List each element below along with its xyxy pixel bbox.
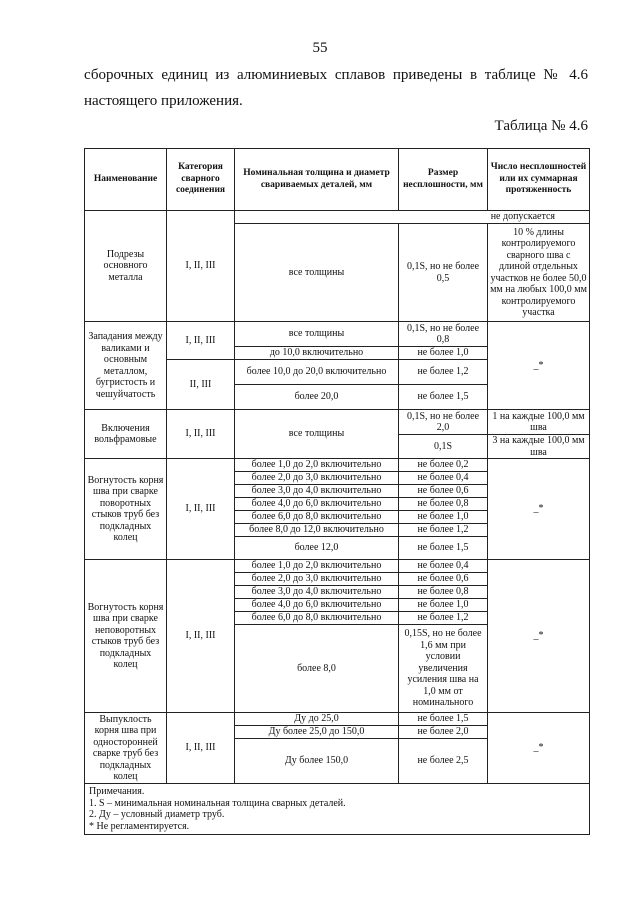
s5-row2-size: не более 0,6 <box>399 573 488 586</box>
s6-row1-thickness: Ду до 25,0 <box>235 713 399 726</box>
s2-row3-size: не более 1,2 <box>399 360 488 385</box>
s2-row4-size: не более 1,5 <box>399 385 488 410</box>
s5-row5-size: не более 1,2 <box>399 612 488 625</box>
s2-row2-thickness: до 10,0 включительно <box>235 347 399 360</box>
s2-count: _* <box>488 322 590 410</box>
header-category: Категория сварного соединения <box>167 149 235 211</box>
s4-row3-size: не более 0,6 <box>399 485 488 498</box>
s1-thickness: все толщины <box>235 224 399 322</box>
s4-row4-size: не более 0,8 <box>399 498 488 511</box>
table-caption: Таблица № 4.6 <box>494 118 588 134</box>
s1-name: Подрезы основного металла <box>85 211 167 322</box>
s6-row3-size: не более 2,5 <box>399 739 488 784</box>
s5-row4-thickness: более 4,0 до 6,0 включительно <box>235 599 399 612</box>
s5-row3-size: не более 0,8 <box>399 586 488 599</box>
s3-row1-count: 1 на каждые 100,0 мм шва <box>488 410 590 435</box>
s2-row1-size: 0,1S, но не более 0,8 <box>399 322 488 347</box>
s5-row5-thickness: более 6,0 до 8,0 включительно <box>235 612 399 625</box>
s5-row2-thickness: более 2,0 до 3,0 включительно <box>235 573 399 586</box>
s3-row2-count: 3 на каждые 100,0 мм шва <box>488 435 590 459</box>
s5-row3-thickness: более 3,0 до 4,0 включительно <box>235 586 399 599</box>
s5-row4-size: не более 1,0 <box>399 599 488 612</box>
s4-row7-thickness: более 12,0 <box>235 537 399 560</box>
s5-row6-size: 0,15S, но не более 1,6 мм при условии увеличения усиления шва на 1,0 мм от номинального <box>399 625 488 713</box>
s2-row1-thickness: все толщины <box>235 322 399 347</box>
s6-row3-thickness: Ду более 150,0 <box>235 739 399 784</box>
header-count: Число несплошностей или их суммарная протяженность <box>488 149 590 211</box>
s4-row4-thickness: более 4,0 до 6,0 включительно <box>235 498 399 511</box>
s5-category: I, II, III <box>167 560 235 713</box>
s5-count: _* <box>488 560 590 713</box>
s4-category: I, II, III <box>167 459 235 560</box>
s4-row5-size: не более 1,0 <box>399 511 488 524</box>
intro-line-2: настоящего приложения. <box>84 93 243 109</box>
header-thickness: Номинальная толщина и диаметр свариваемых деталей, мм <box>235 149 399 211</box>
s3-name: Включения вольфрамовые <box>85 410 167 459</box>
s6-name: Выпуклость корня шва при односторонней сварке труб без подкладных колец <box>85 713 167 784</box>
s4-row5-thickness: более 6,0 до 8,0 включительно <box>235 511 399 524</box>
s5-name: Вогнутость корня шва при сварке неповоротных стыков труб без подкладных колец <box>85 560 167 713</box>
s4-name: Вогнутость корня шва при сварке поворотных стыков труб без подкладных колец <box>85 459 167 560</box>
s6-count: _* <box>488 713 590 784</box>
s2-row2-size: не более 1,0 <box>399 347 488 360</box>
s4-row6-size: не более 1,2 <box>399 524 488 537</box>
s1-size: 0,1S, но не более 0,5 <box>399 224 488 322</box>
s4-row1-size: не более 0,2 <box>399 459 488 472</box>
header-name: Наименование <box>85 149 167 211</box>
s3-row2-size: 0,1S <box>399 435 488 459</box>
s4-row2-thickness: более 2,0 до 3,0 включительно <box>235 472 399 485</box>
s5-row1-size: не более 0,4 <box>399 560 488 573</box>
s4-row6-thickness: более 8,0 до 12,0 включительно <box>235 524 399 537</box>
intro-line-1: сборочных единиц из алюминиевых сплавов приведены в таблице № 4.6 <box>84 67 588 83</box>
s2-row4-thickness: более 20,0 <box>235 385 399 410</box>
s4-row2-size: не более 0,4 <box>399 472 488 485</box>
note-2: 2. Ду – условный диаметр труб. <box>89 809 225 820</box>
s5-row6-thickness: более 8,0 <box>235 625 399 713</box>
s6-row2-size: не более 2,0 <box>399 726 488 739</box>
s3-category: I, II, III <box>167 410 235 459</box>
s1-not-allowed: не допускается <box>235 211 590 224</box>
s2-name: Западания между валиками и основным металлом, бугристость и чешуйчатость <box>85 322 167 410</box>
s4-row3-thickness: более 3,0 до 4,0 включительно <box>235 485 399 498</box>
page-number: 55 <box>312 40 328 56</box>
s2-category-a: I, II, III <box>167 322 235 360</box>
s6-row2-thickness: Ду более 25,0 до 150,0 <box>235 726 399 739</box>
s6-row1-size: не более 1,5 <box>399 713 488 726</box>
s6-category: I, II, III <box>167 713 235 784</box>
s1-count: 10 % длины контролируемого сварного шва с длиной отдельных участков не более 50,0 мм на любых 100,0 мм контролируемого участка <box>488 224 590 322</box>
s4-row7-size: не более 1,5 <box>399 537 488 560</box>
s4-row1-thickness: более 1,0 до 2,0 включительно <box>235 459 399 472</box>
defects-table <box>84 148 590 835</box>
note-1: 1. S – минимальная номинальная толщина сварных деталей. <box>89 797 346 809</box>
s3-row1-size: 0,1S, но не более 2,0 <box>399 410 488 435</box>
notes-title: Примечания. <box>89 786 145 797</box>
note-3: * Не регламентируется. <box>89 820 190 832</box>
s2-row3-thickness: более 10,0 до 20,0 включительно <box>235 360 399 385</box>
s5-row1-thickness: более 1,0 до 2,0 включительно <box>235 560 399 573</box>
header-size: Размер несплошности, мм <box>399 149 488 211</box>
s3-thickness: все толщины <box>235 410 399 459</box>
notes-cell <box>85 784 590 835</box>
s4-count: _* <box>488 459 590 560</box>
s2-category-b: II, III <box>167 360 235 410</box>
s1-category: I, II, III <box>167 211 235 322</box>
